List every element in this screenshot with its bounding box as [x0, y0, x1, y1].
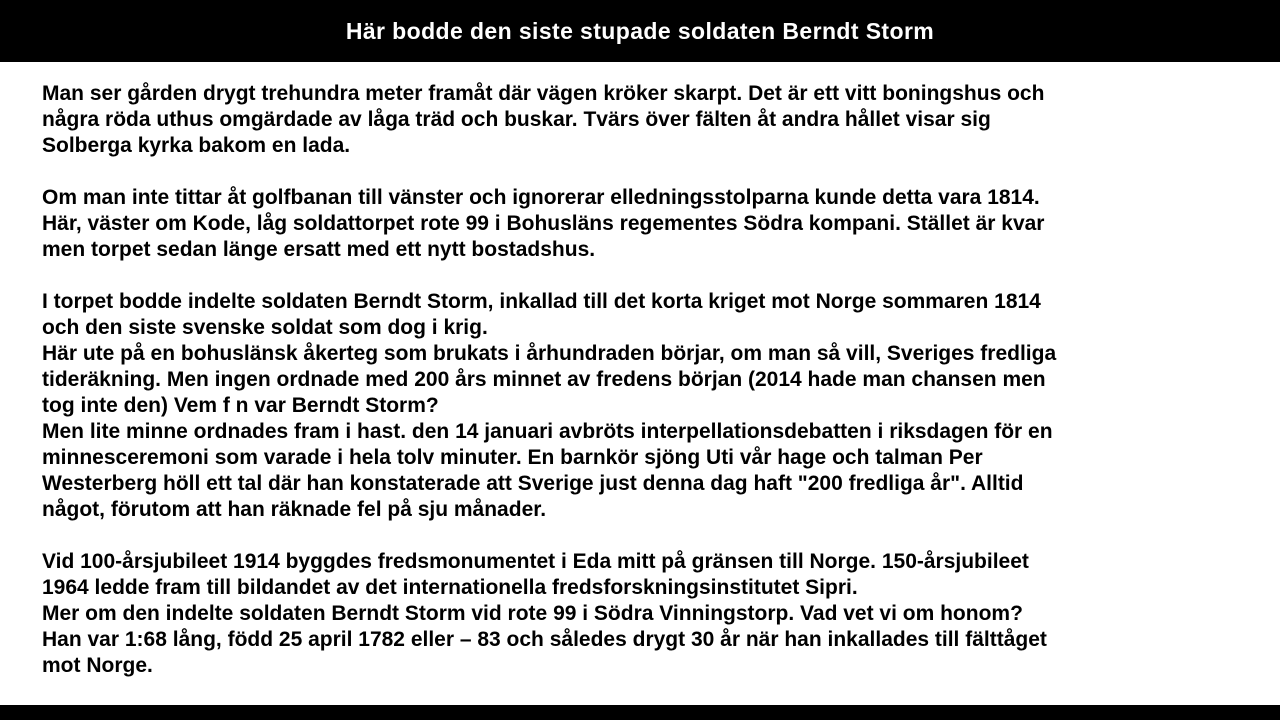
text-line: Här, väster om Kode, låg soldattorpet rote 99 i Bohusläns regementes Södra kompani. Stället är kvar	[42, 212, 1045, 235]
text-line: tog inte den) Vem f n var Berndt Storm?	[42, 394, 439, 417]
text-line: minnesceremoni som varade i hela tolv minuter. En barnkör sjöng Uti vår hage och talman Per	[42, 446, 983, 469]
text-line: något, förutom att han räknade fel på sju månader.	[42, 498, 547, 521]
text-line: men torpet sedan länge ersatt med ett nytt bostadshus.	[42, 238, 596, 261]
text-line: Solberga kyrka bakom en lada.	[42, 134, 351, 157]
paragraph	[42, 185, 1240, 263]
footer-bar	[0, 705, 1280, 720]
text-line: Men lite minne ordnades fram i hast. den 14 januari avbröts interpellationsdebatten i riksdagen för en	[42, 420, 1053, 443]
text-line: Westerberg höll ett tal där han konstaterade att Sverige just denna dag haft "200 fredliga år". Alltid	[42, 472, 1024, 495]
text-line: Han var 1:68 lång, född 25 april 1782 eller – 83 och således drygt 30 år när han inkallades till fälttåget	[42, 628, 1047, 651]
paragraph	[42, 549, 1240, 679]
text-line: Här ute på en bohuslänsk åkerteg som brukats i århundraden börjar, om man så vill, Sveriges fredliga	[42, 342, 1057, 365]
header-bar	[0, 0, 1280, 62]
text-line: några röda uthus omgärdade av låga träd och buskar. Tvärs över fälten åt andra hållet visar sig	[42, 108, 991, 131]
text-line: Vid 100-årsjubileet 1914 byggdes fredsmonumentet i Eda mitt på gränsen till Norge. 150-årsjubileet	[42, 550, 1029, 573]
text-line: Om man inte tittar åt golfbanan till vänster och ignorerar elledningsstolparna kunde detta vara 1814.	[42, 186, 1040, 209]
text-line: I torpet bodde indelte soldaten Berndt Storm, inkallad till det korta kriget mot Norge sommaren 1814	[42, 290, 1041, 313]
text-line: Mer om den indelte soldaten Berndt Storm vid rote 99 i Södra Vinningstorp. Vad vet vi om honom?	[42, 602, 1023, 625]
paragraph	[42, 81, 1240, 159]
text-line: 1964 ledde fram till bildandet av det internationella fredsforskningsinstitutet Sipri.	[42, 576, 858, 599]
article-body	[0, 62, 1280, 679]
text-line: Man ser gården drygt trehundra meter framåt där vägen kröker skarpt. Det är ett vitt boningshus och	[42, 82, 1045, 105]
text-line: mot Norge.	[42, 654, 153, 677]
text-line: och den siste svenske soldat som dog i krig.	[42, 316, 488, 339]
text-line: tideräkning. Men ingen ordnade med 200 års minnet av fredens början (2014 hade man chansen men	[42, 368, 1046, 391]
paragraph	[42, 289, 1240, 523]
page-title: Här bodde den siste stupade soldaten Berndt Storm	[345, 17, 935, 44]
